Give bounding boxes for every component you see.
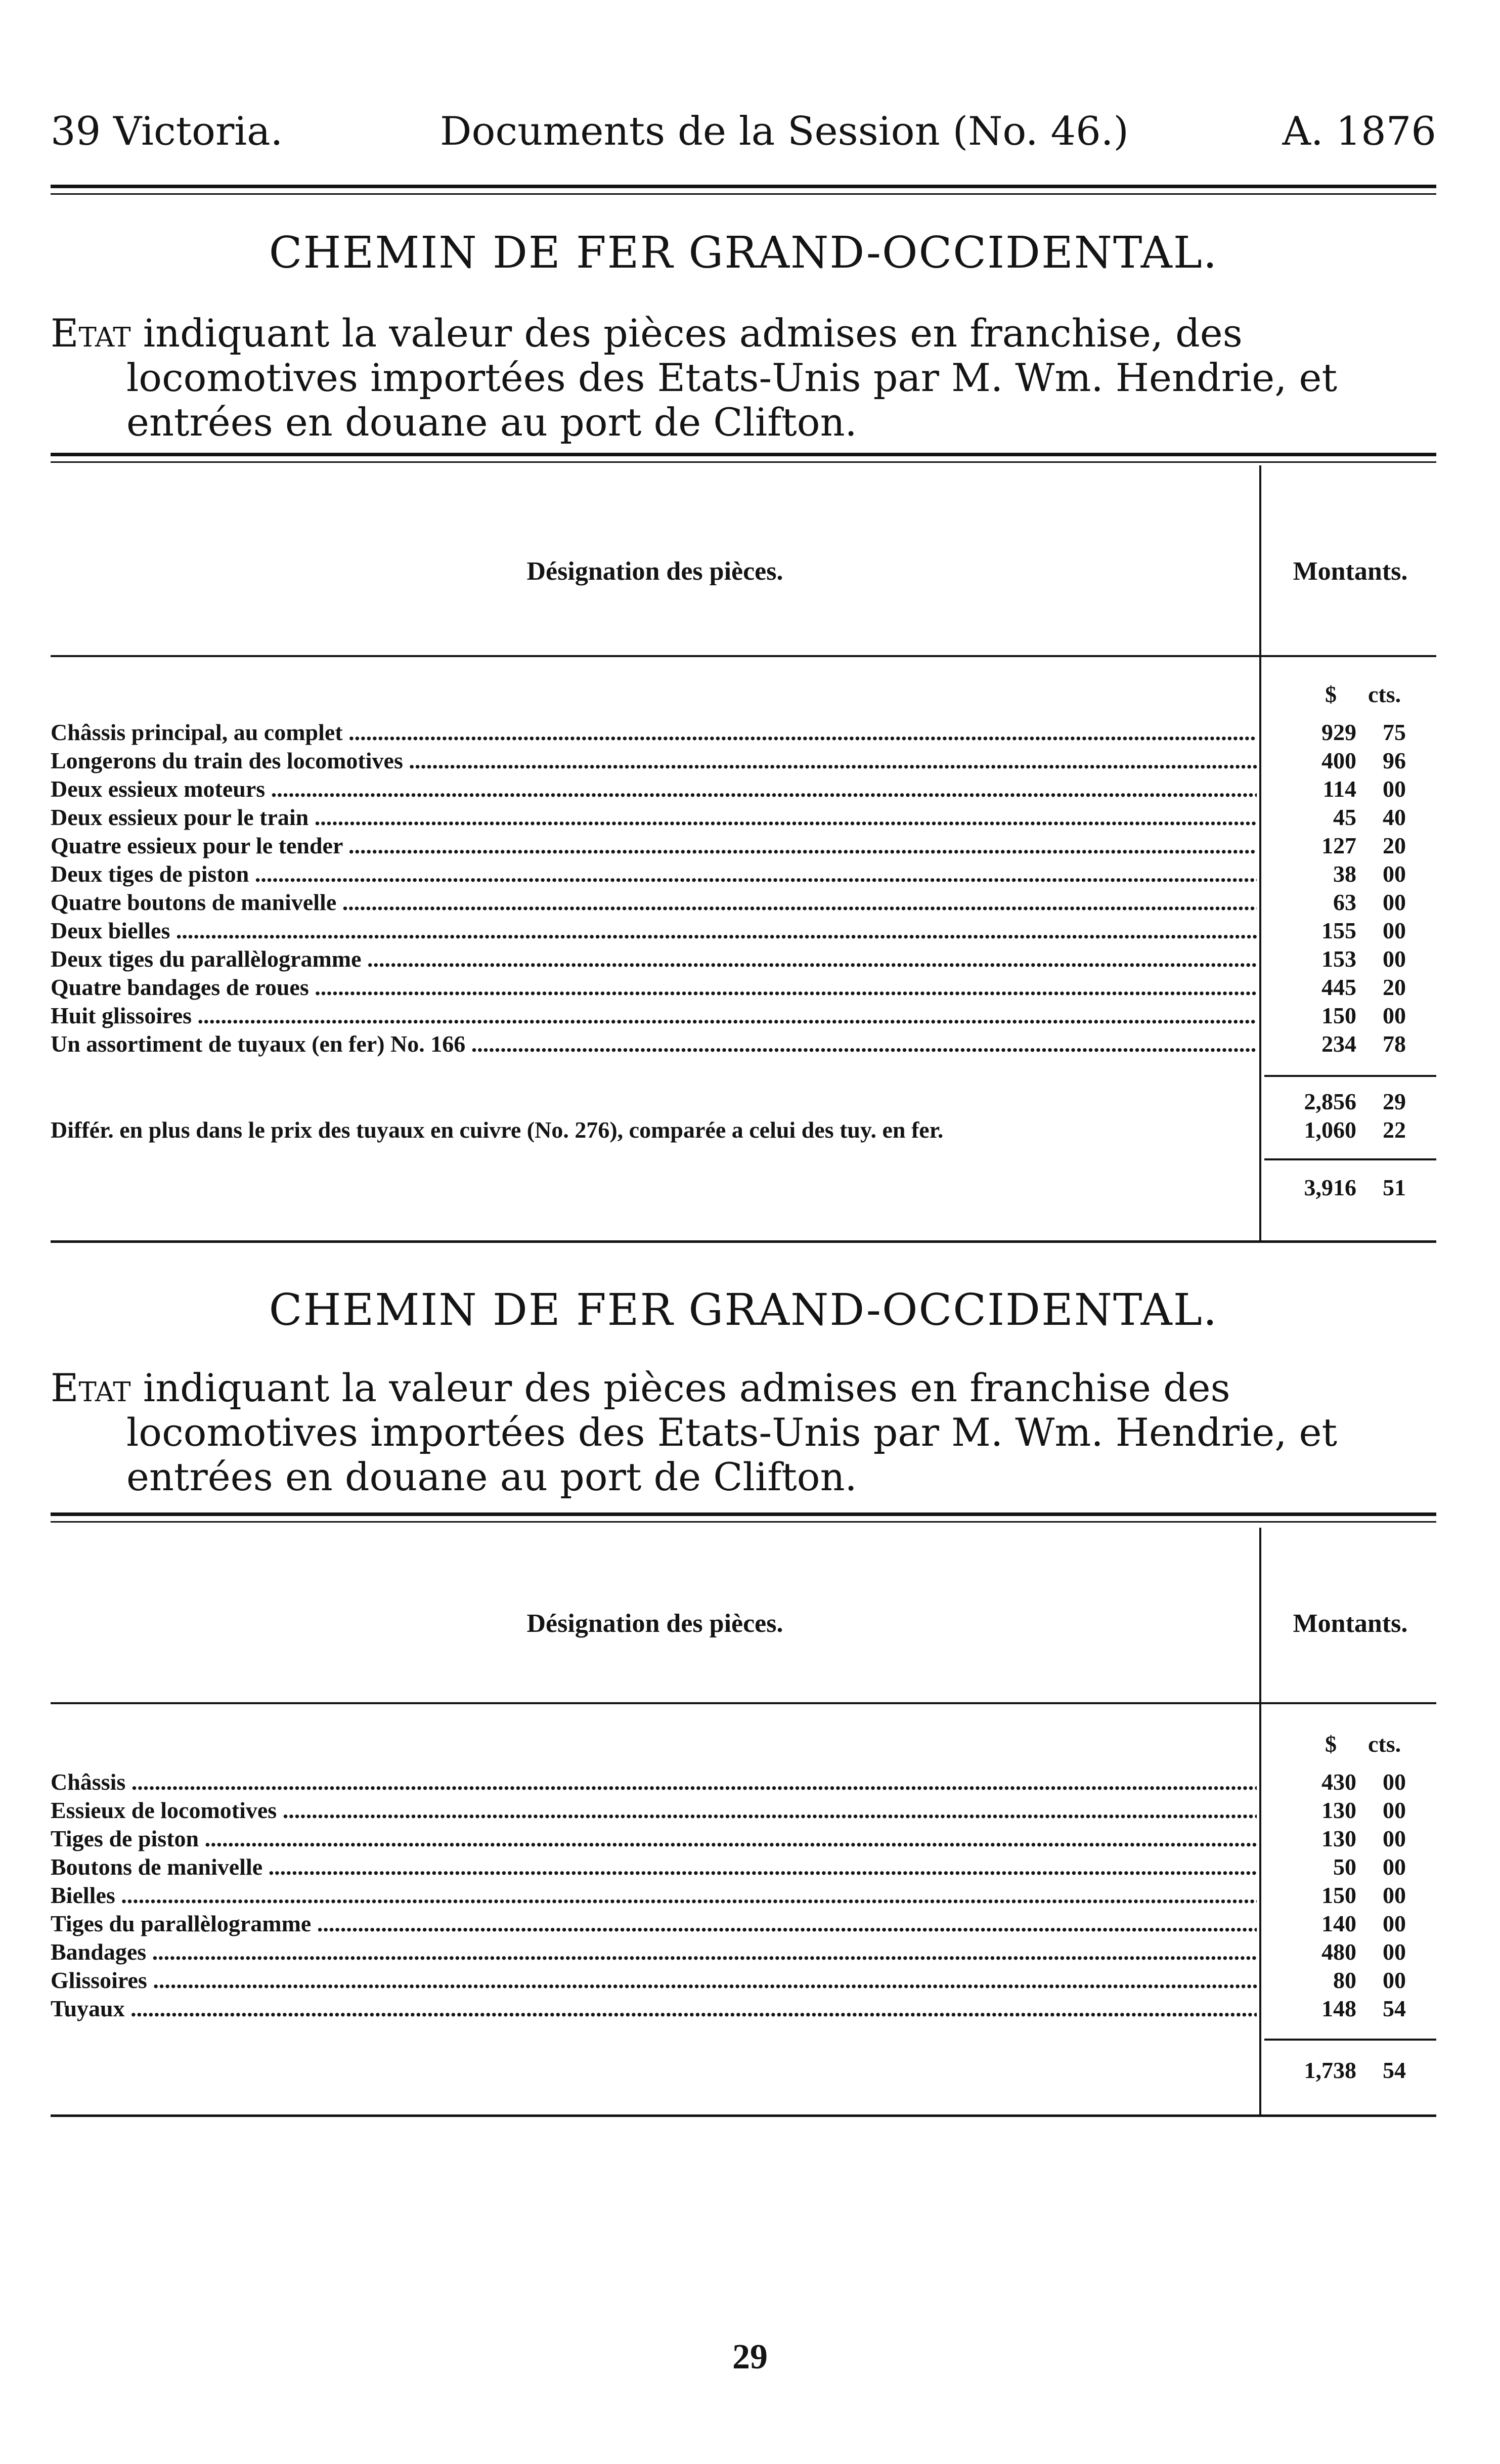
total-dollars: 1,738 — [1304, 2057, 1356, 2083]
row-cents: 00 — [1383, 1769, 1406, 1795]
table-row — [51, 1030, 1436, 1058]
table-row — [51, 1796, 1436, 1825]
section1-header-rule — [51, 655, 1436, 657]
row-cents: 00 — [1383, 889, 1406, 915]
table-row — [51, 832, 1436, 860]
row-cents: 00 — [1383, 1911, 1406, 1936]
section1-dollar-sign: $ — [1325, 681, 1337, 707]
table-row — [51, 1910, 1436, 1938]
row-cents: 54 — [1383, 1996, 1406, 2021]
section2-etat: Etat — [51, 1365, 131, 1410]
row-cents: 40 — [1383, 804, 1406, 830]
row-label: Quatre bandages de roues ..... — [51, 973, 1257, 1002]
row-label: Bielles ..... — [51, 1881, 1257, 1910]
row-cents: 00 — [1383, 946, 1406, 972]
row-label: Deux bielles ..... — [51, 917, 1257, 945]
row-dollars: 929 — [1321, 719, 1356, 745]
section2-col-desc: Désignation des pièces. — [526, 1609, 783, 1638]
row-label: Un assortiment de tuyaux (en fer) No. 166 ..... — [51, 1030, 1257, 1058]
header-session: 39 Victoria. — [51, 109, 283, 154]
header-rule-thin — [51, 193, 1436, 195]
row-cents: 00 — [1383, 1854, 1406, 1880]
section2-header-rule — [51, 1702, 1436, 1704]
section1-title: CHEMIN DE FER GRAND-OCCIDENTAL. — [269, 228, 1218, 278]
section2-dollar-sign: $ — [1325, 1731, 1337, 1757]
row-cents: 75 — [1383, 719, 1406, 745]
row-dollars: 445 — [1321, 974, 1356, 1000]
table-row — [51, 973, 1436, 1002]
table-row — [51, 1002, 1436, 1030]
section2-body: indiquant la valeur des pièces admises en franchise des locomotives importées des Etats-Unis par M. Wm. Hendrie, et entrées en douane au port de Clifton. — [126, 1365, 1338, 1499]
row-label: Deux tiges du parallèlogramme ..... — [51, 945, 1257, 973]
row-cents: 00 — [1383, 861, 1406, 887]
row-dollars: 50 — [1333, 1854, 1356, 1880]
row-label: Tiges de piston ..... — [51, 1825, 1257, 1853]
row-dollars: 130 — [1321, 1797, 1356, 1823]
row-dollars: 114 — [1322, 776, 1356, 802]
page-number: 29 — [732, 2338, 768, 2376]
table-row — [51, 747, 1436, 775]
section1-difference-row — [51, 1116, 1436, 1144]
row-dollars: 148 — [1321, 1996, 1356, 2021]
header-year: A. 1876 — [1282, 109, 1436, 154]
table-row — [51, 945, 1436, 973]
row-label: Bandages ..... — [51, 1938, 1257, 1966]
row-cents: 20 — [1383, 833, 1406, 858]
row-label: Quatre essieux pour le tender ..... — [51, 832, 1257, 860]
section2-cts: cts. — [1368, 1731, 1401, 1757]
row-label: Essieux de locomotives ..... — [51, 1796, 1257, 1825]
row-cents: 20 — [1383, 974, 1406, 1000]
row-cents: 00 — [1383, 1967, 1406, 1993]
row-dollars: 480 — [1321, 1939, 1356, 1965]
table-row — [51, 1768, 1436, 1796]
total-cents: 54 — [1383, 2057, 1406, 2083]
row-cents: 00 — [1383, 1939, 1406, 1965]
row-dollars: 153 — [1321, 946, 1356, 972]
row-label: Huit glissoires ..... — [51, 1002, 1257, 1030]
table-row — [51, 917, 1436, 945]
section2-col-amt: Montants. — [1293, 1609, 1408, 1638]
row-cents: 00 — [1383, 1797, 1406, 1823]
section1-total-row — [51, 1174, 1436, 1202]
row-cents: 00 — [1383, 1882, 1406, 1908]
row-cents: 00 — [1383, 776, 1406, 802]
section1-subtotal-rule — [1264, 1075, 1436, 1077]
row-cents: 96 — [1383, 748, 1406, 773]
row-label: Longerons du train des locomotives ..... — [51, 747, 1257, 775]
difference-label: Différ. en plus dans le prix des tuyaux en cuivre (No. 276), comparée a celui des tuy. en fer. — [51, 1117, 944, 1143]
row-dollars: 150 — [1321, 1882, 1356, 1908]
table-row — [51, 718, 1436, 747]
section2-bottom-rule — [51, 2114, 1436, 2117]
row-dollars: 140 — [1321, 1911, 1356, 1936]
row-label: Boutons de manivelle ..... — [51, 1853, 1257, 1881]
section2-table-top-rule — [51, 1512, 1436, 1516]
section1-table-top-rule-thin — [51, 461, 1436, 463]
row-cents: 00 — [1383, 918, 1406, 943]
row-dollars: 80 — [1333, 1967, 1356, 1993]
table-row — [51, 803, 1436, 832]
section2-total-row — [51, 2056, 1436, 2085]
row-cents: 00 — [1383, 1003, 1406, 1028]
total-dollars: 3,916 — [1304, 1175, 1356, 1200]
section1-etat: Etat — [51, 311, 131, 356]
header-documents: Documents de la Session (No. 46.) — [440, 109, 1129, 154]
subtotal-dollars: 2,856 — [1304, 1089, 1356, 1114]
row-dollars: 130 — [1321, 1826, 1356, 1851]
table-row — [51, 1825, 1436, 1853]
difference-dollars: 1,060 — [1304, 1117, 1356, 1143]
row-dollars: 234 — [1321, 1031, 1356, 1057]
row-label: Deux tiges de piston ..... — [51, 860, 1257, 888]
row-dollars: 150 — [1321, 1003, 1356, 1028]
section1-table-top-rule — [51, 453, 1436, 456]
section1-bottom-rule — [51, 1240, 1436, 1243]
section2-description — [51, 1366, 1436, 1499]
running-header — [51, 104, 1436, 159]
section2-table-top-rule-thin — [51, 1521, 1436, 1523]
table-row — [51, 1853, 1436, 1881]
section1-cts: cts. — [1368, 681, 1401, 707]
row-label: Châssis principal, au complet ..... — [51, 718, 1257, 747]
table-row — [51, 775, 1436, 803]
row-label: Tuyaux ..... — [51, 1995, 1257, 2023]
table-row — [51, 1995, 1436, 2023]
total-cents: 51 — [1383, 1175, 1406, 1200]
section2-total-rule — [1264, 2039, 1436, 2041]
row-dollars: 155 — [1321, 918, 1356, 943]
section1-col-desc: Désignation des pièces. — [526, 557, 783, 586]
section1-subtotal-row — [51, 1088, 1436, 1116]
header-rule-thick — [51, 185, 1436, 188]
row-label: Châssis ..... — [51, 1768, 1257, 1796]
row-dollars: 127 — [1321, 833, 1356, 858]
subtotal-cents: 29 — [1383, 1089, 1406, 1114]
table-row — [51, 860, 1436, 888]
section1-description — [51, 311, 1436, 445]
difference-cents: 22 — [1383, 1117, 1406, 1143]
row-label: Glissoires ..... — [51, 1966, 1257, 1995]
row-dollars: 45 — [1333, 804, 1356, 830]
row-dollars: 63 — [1333, 889, 1356, 915]
table-row — [51, 1938, 1436, 1966]
section1-units — [1264, 680, 1436, 709]
section2-units — [1264, 1730, 1436, 1758]
row-cents: 78 — [1383, 1031, 1406, 1057]
row-label: Quatre boutons de manivelle ..... — [51, 888, 1257, 917]
row-label: Deux essieux moteurs ..... — [51, 775, 1257, 803]
section2-title: CHEMIN DE FER GRAND-OCCIDENTAL. — [269, 1285, 1218, 1335]
table-row — [51, 1881, 1436, 1910]
row-cents: 00 — [1383, 1826, 1406, 1851]
row-dollars: 430 — [1321, 1769, 1356, 1795]
section1-body: indiquant la valeur des pièces admises en franchise, des locomotives importées des Etats-Unis par M. Wm. Hendrie, et entrées en douane au port de Clifton. — [126, 311, 1338, 445]
row-dollars: 400 — [1321, 748, 1356, 773]
section1-col-amt: Montants. — [1293, 557, 1408, 586]
table-row — [51, 888, 1436, 917]
row-label: Tiges du parallèlogramme ..... — [51, 1910, 1257, 1938]
row-dollars: 38 — [1333, 861, 1356, 887]
table-row — [51, 1966, 1436, 1995]
section1-total-rule — [1264, 1158, 1436, 1160]
row-label: Deux essieux pour le train ..... — [51, 803, 1257, 832]
